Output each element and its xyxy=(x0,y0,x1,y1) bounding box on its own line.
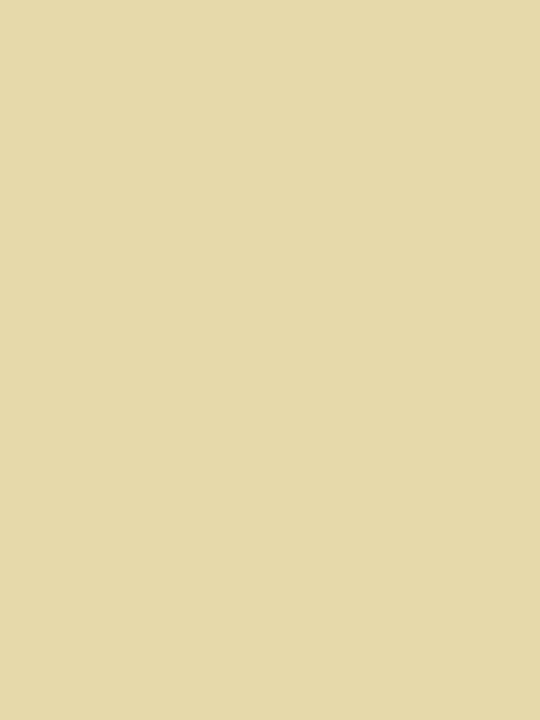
cover-lower-panel xyxy=(0,480,540,720)
